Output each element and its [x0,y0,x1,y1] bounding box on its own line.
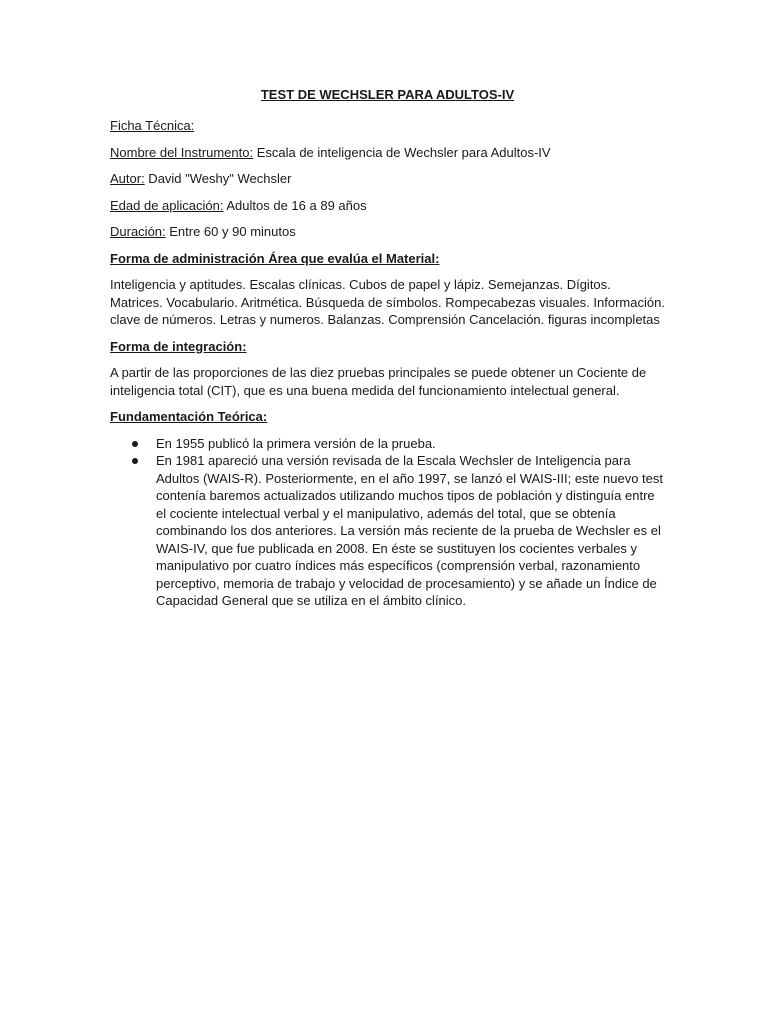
document-content [110,86,665,610]
field-value-duracion: Entre 60 y 90 minutos [165,224,296,239]
field-value-autor: David "Weshy" Wechsler [144,171,292,186]
field-label-duracion: Duración: [110,224,166,239]
section-text-administracion: Inteligencia y aptitudes. Escalas clínicas. Cubos de papel y lápiz. Semejanzas. Dígitos. Matrices. Vocabulario. Aritmética. Búsqueda de símbolos. Rompecabezas visuales. Información. clave de números. Letras y numeros. Balanzas. Comprensión Cancelación. figuras incompletas [110,277,665,327]
fundamentacion-bullet-list [110,435,665,610]
field-label-autor: Autor: [110,171,145,186]
ficha-tecnica-label [110,117,665,135]
field-autor [110,170,665,188]
bullet-text: En 1981 apareció una versión revisada de la Escala Wechsler de Inteligencia para Adultos (WAIS-R). Posteriormente, en el año 1997, se lanzó el WAIS-III; este nuevo test contenía baremos actualizados utilizando muchos tipos de población y distinguía entre el cociente intelectual verbal y el manipulativo, además del total, que se obtenía combinando los dos anteriores. La versión más reciente de la prueba de Wechsler es el WAIS-IV, que fue publicada en 2008. En éste se sustituyen los cocientes verbales y manipulativo por cuatro índices más específicos (comprensión verbal, razonamiento perceptivo, memoria de trabajo y velocidad de procesamiento) y se añade un Índice de Capacidad General que se utiliza en el ámbito clínico. [156,453,663,608]
field-value-nombre: Escala de inteligencia de Wechsler para Adultos-IV [253,144,551,160]
list-item [110,435,665,453]
field-value-edad: Adultos de 16 a 89 años [223,197,367,213]
field-label-edad: Edad de aplicación: [110,197,224,213]
list-item [110,452,665,610]
ficha-tecnica-heading: Ficha Técnica: [110,118,195,133]
field-edad-aplicacion [110,197,665,215]
bullet-text: En 1955 publicó la primera versión de la prueba. [156,435,436,451]
bullet-icon [132,441,138,447]
field-nombre-instrumento [110,144,665,162]
document-title: TEST DE WECHSLER PARA ADULTOS-IV [260,87,515,102]
bullet-icon [132,458,138,464]
field-duracion [110,223,665,241]
section-heading-administracion: Forma de administración Área que evalúa el Material: [110,250,440,266]
section-text-integracion: A partir de las proporciones de las diez pruebas principales se puede obtener un Cociente de inteligencia total (CIT), que es una buena medida del funcionamiento intelectual general. [110,365,647,398]
field-label-nombre: Nombre del Instrumento: [110,144,254,160]
section-heading-integracion: Forma de integración: [110,338,247,354]
section-heading-fundamentacion: Fundamentación Teórica: [110,409,268,424]
